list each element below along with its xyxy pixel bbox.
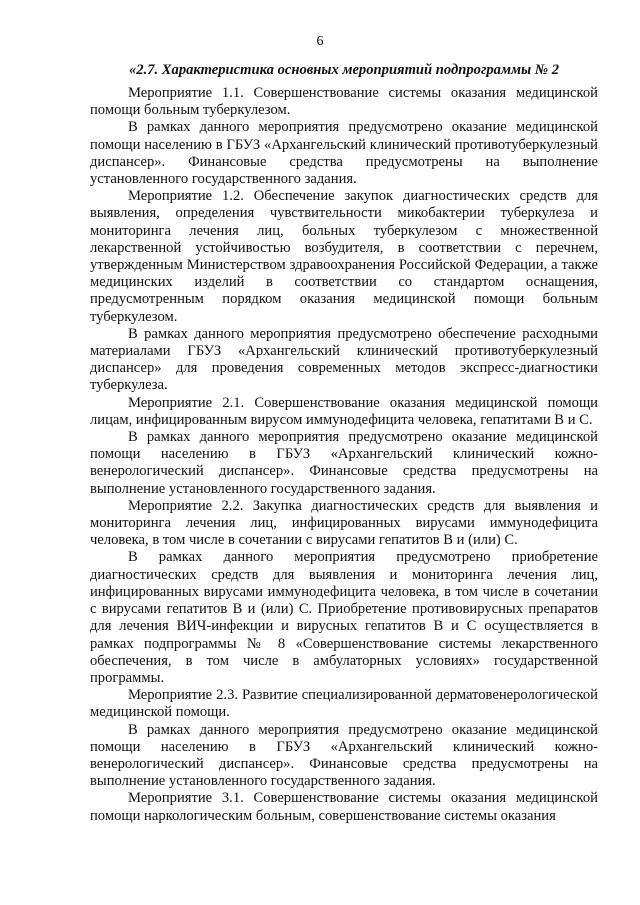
paragraph-measure-2-2-details: В рамках данного мероприятия предусмотрено приобретение диагностических средств для выявления и мониторинга лечения лиц, инфицированных вирусами иммунодефицита человека, в том числе в сочетании с вирусами гепатитов В и (или) С. Приобретение противовирусных препаратов для лечения ВИЧ-инфекции и вирусных гепатитов В и С осуществляется в рамках подпрограммы № 8 «Совершенствование системы лекарственного обеспечения, в том числе в амбулаторных условиях» государственной программы. — [90, 549, 598, 686]
paragraph-measure-1-1-details: В рамках данного мероприятия предусмотрено оказание медицинской помощи населению в ГБУЗ «Архангельский клинический противотуберкулезный диспансер». Финансовые средства предусмотрены на выполнение установленного государственного задания. — [90, 119, 598, 188]
paragraph-measure-2-3-details: В рамках данного мероприятия предусмотрено оказание медицинской помощи населению в ГБУЗ «Архангельский клинический кожно-венерологический диспансер». Финансовые средства предусмотрены на выполнение установленного государственного задания. — [90, 721, 598, 790]
section-heading: «2.7. Характеристика основных мероприятий подпрограммы № 2 — [128, 62, 560, 78]
paragraph-measure-1-1: Мероприятие 1.1. Совершенствование системы оказания медицинской помощи больным туберкулезом. — [90, 85, 598, 119]
paragraph-measure-2-3: Мероприятие 2.3. Развитие специализированной дерматовенерологической медицинской помощи. — [90, 687, 598, 721]
paragraph-measure-2-1: Мероприятие 2.1. Совершенствование оказания медицинской помощи лицам, инфицированным вирусом иммунодефицита человека, гепатитами В и С. — [90, 394, 598, 428]
document-body — [90, 85, 598, 825]
paragraph-measure-3-1: Мероприятие 3.1. Совершенствование системы оказания медицинской помощи наркологическим больным, совершенствование системы оказания — [90, 790, 598, 824]
paragraph-measure-2-2: Мероприятие 2.2. Закупка диагностических средств для выявления и мониторинга лечения лиц, инфицированных вирусами иммунодефицита человека, в том числе в сочетании с вирусами гепатитов В и (или) С. — [90, 497, 598, 549]
paragraph-measure-1-2-details: В рамках данного мероприятия предусмотрено обеспечение расходными материалами ГБУЗ «Архангельский клинический противотуберкулезный диспансер» для проведения современных методов экспресс-диагностики туберкулеза. — [90, 325, 598, 394]
page-number: 6 — [316, 34, 324, 49]
paragraph-measure-2-1-details: В рамках данного мероприятия предусмотрено оказание медицинской помощи населению в ГБУЗ «Архангельский клинический кожно-венерологический диспансер». Финансовые средства предусмотрены на выполнение установленного государственного задания. — [90, 429, 598, 497]
paragraph-measure-1-2: Мероприятие 1.2. Обеспечение закупок диагностических средств для выявления, определения чувствительности микобактерии туберкулеза и мониторинга лечения лиц, больных туберкулезом с множественной лекарственной устойчивостью возбудителя, в соответствии с перечнем, утвержденным Министерством здравоохранения Российской Федерации, а также медицинских изделий в соответствии со стандартом оснащения, предусмотренным порядком оказания медицинской помощи больным туберкулезом. — [90, 188, 598, 325]
